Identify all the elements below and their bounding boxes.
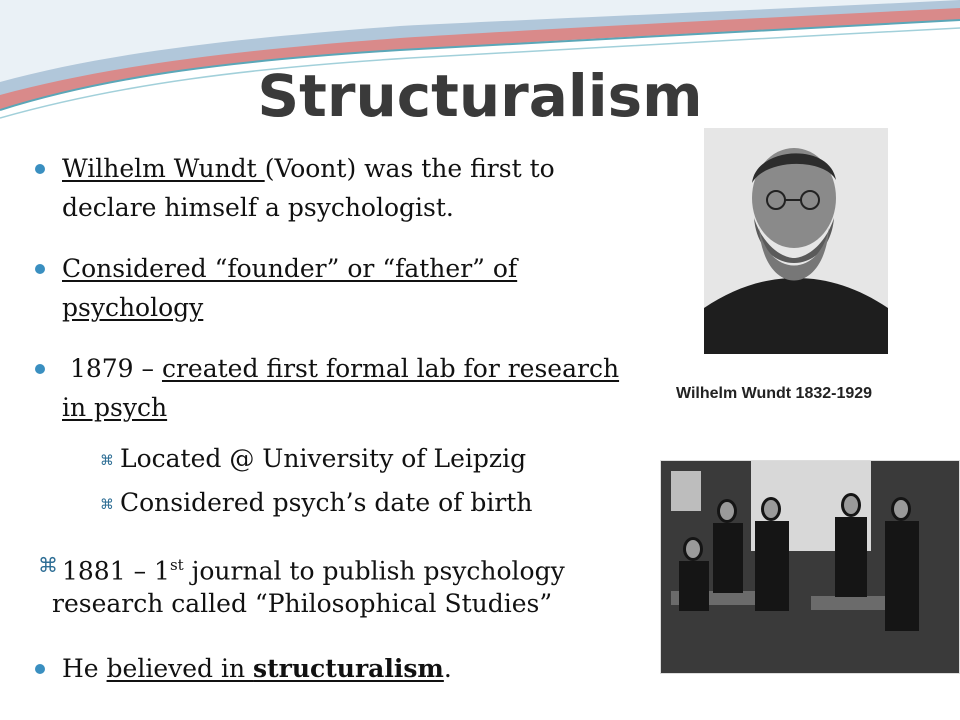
lab-prefix	[62, 354, 70, 383]
sub-bullet-icon: ⌘	[100, 497, 114, 513]
slide-title: Structuralism	[257, 62, 703, 130]
bullet-founder-line2	[62, 290, 203, 326]
sub-bullet-leipzig: Located @ University of Leipzig	[120, 444, 527, 473]
journal-sup: st	[169, 556, 184, 574]
bullet-lab-line2	[62, 390, 167, 426]
bullet-journal-line2: research called “Philosophical Studies”	[52, 589, 553, 618]
wundt-text: (Voont) was the first to	[264, 154, 555, 183]
bullet-wundt-line2: declare himself a psychologist.	[62, 193, 454, 222]
bullet-lab	[62, 351, 619, 387]
bullet-structuralism	[62, 651, 452, 687]
sub-bullet-birth: Considered psych’s date of birth	[120, 488, 533, 517]
journal-prefix: 1881 – 1	[62, 556, 170, 586]
journal-text: journal to publish psychology	[183, 556, 565, 586]
portrait-photo	[704, 128, 888, 354]
wundt-name: Wilhelm Wundt	[62, 154, 265, 183]
lab-year: 1879 –	[69, 354, 162, 383]
bullet-founder	[62, 251, 517, 287]
struct-plain: believed in	[106, 654, 254, 683]
struct-underlined	[107, 654, 444, 683]
bullet-wundt	[62, 151, 555, 187]
founder-text-line2: psychology	[62, 293, 204, 322]
founder-text: Considered “founder” or “father” of	[62, 254, 518, 283]
bullet-dot	[35, 264, 45, 274]
struct-bold: structuralism	[253, 654, 444, 683]
lab-text: created first formal lab for research	[161, 354, 620, 383]
portrait-caption: Wilhelm Wundt 1832-1929	[676, 385, 873, 402]
bullet-dot	[35, 164, 45, 174]
bullet-journal	[62, 547, 565, 589]
struct-prefix: He	[62, 654, 107, 683]
struct-suffix: .	[443, 654, 452, 683]
bullet-dot	[35, 364, 45, 374]
bullet-dot	[35, 664, 45, 674]
lab-text-line2: in psych	[62, 393, 168, 422]
lab-group-photo	[660, 460, 960, 674]
sub-bullet-icon: ⌘	[100, 453, 114, 469]
journal-bullet-icon: ⌘	[38, 553, 58, 577]
